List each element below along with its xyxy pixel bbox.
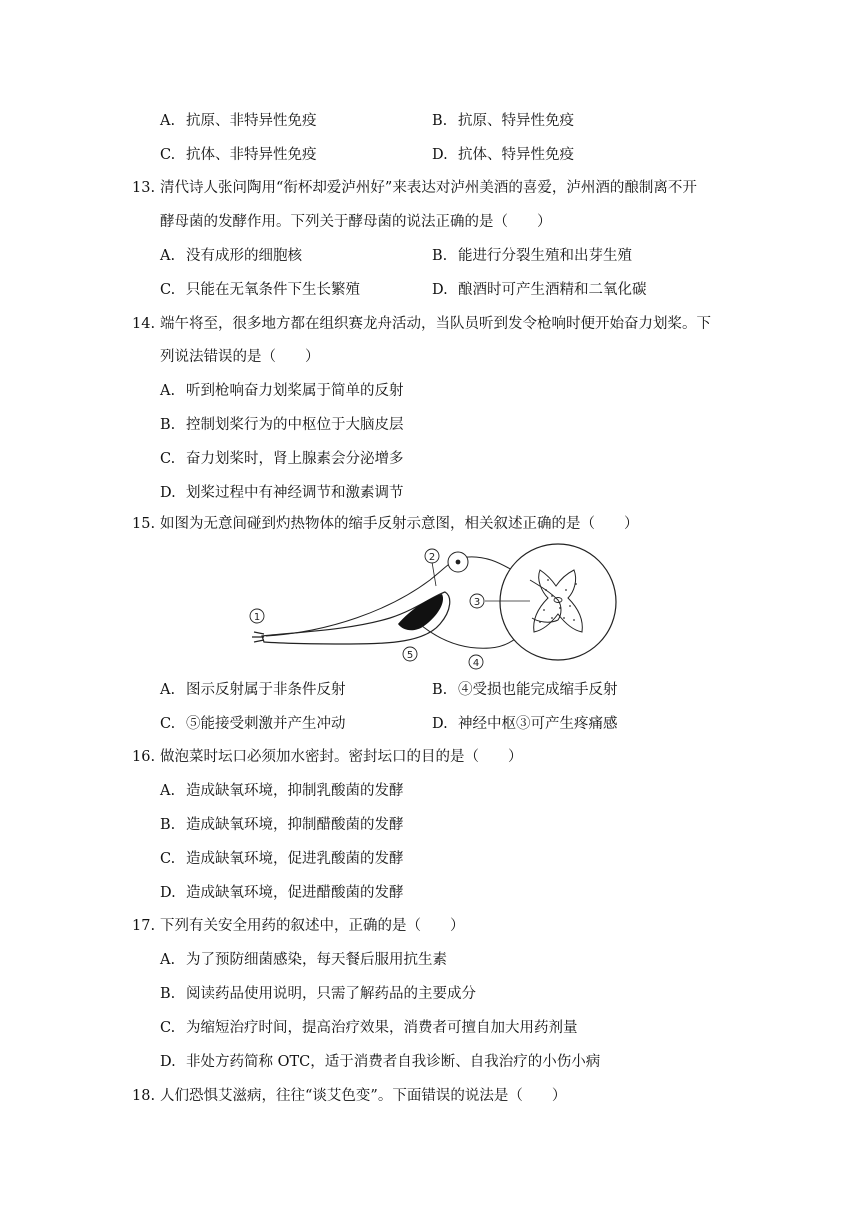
q18-number: 18. (132, 1088, 156, 1104)
q13-option-b: B. 能进行分裂生殖和出芽生殖 (432, 248, 632, 264)
q16-option-d: D. 造成缺氧环境，促进醋酸菌的发酵 (160, 885, 404, 901)
q12-option-c: C. 抗体、非特异性免疫 (160, 147, 317, 163)
label-4 (469, 655, 483, 669)
reflex-arc-diagram (240, 540, 620, 680)
hand-fingers (252, 632, 264, 642)
q16-option-a: A. 造成缺氧环境，抑制乳酸菌的发酵 (160, 783, 404, 799)
q17-option-b: B. 阅读药品使用说明，只需了解药品的主要成分 (160, 986, 476, 1002)
svg-text:3: 3 (473, 597, 481, 608)
svg-text:1: 1 (253, 612, 261, 623)
svg-text:2: 2 (428, 552, 436, 563)
q16-stem-line1: 做泡菜时坛口必须加水密封。密封坛口的目的是（ ） (160, 749, 523, 765)
q15-option-d: D. 神经中枢③可产生疼痛感 (432, 716, 618, 732)
label-1 (250, 609, 264, 623)
label-5 (403, 647, 417, 661)
q16-option-b: B. 造成缺氧环境，抑制醋酸菌的发酵 (160, 817, 404, 833)
q17-number: 17. (132, 918, 156, 934)
q14-option-b: B. 控制划桨行为的中枢位于大脑皮层 (160, 417, 404, 433)
q14-stem-line1: 端午将至，很多地方都在组织赛龙舟活动，当队员听到发令枪响时便开始奋力划桨。下 (160, 316, 711, 332)
q14-option-c: C. 奋力划桨时，肾上腺素会分泌增多 (160, 451, 404, 467)
q17-stem-line1: 下列有关安全用药的叙述中，正确的是（ ） (160, 918, 465, 934)
q14-option-a: A. 听到枪响奋力划桨属于简单的反射 (160, 383, 404, 399)
q15-option-b: B. ④受损也能完成缩手反射 (432, 682, 618, 698)
q14-option-d: D. 划桨过程中有神经调节和激素调节 (160, 485, 404, 501)
label-2 (425, 549, 439, 563)
q15-option-a: A. 图示反射属于非条件反射 (160, 682, 346, 698)
q12-option-b: B. 抗原、特异性免疫 (432, 113, 574, 129)
ganglion-dot (456, 560, 461, 565)
q17-option-a: A. 为了预防细菌感染，每天餐后服用抗生素 (160, 952, 447, 968)
q13-stem-line2: 酵母菌的发酵作用。下列关于酵母菌的说法正确的是（ ） (160, 214, 552, 230)
q17-option-c: C. 为缩短治疗时间，提高治疗效果，消费者可擅自加大用药剂量 (160, 1020, 578, 1036)
q13-option-d: D. 酿酒时可产生酒精和二氧化碳 (432, 282, 647, 298)
q16-number: 16. (132, 749, 156, 765)
q15-stem-line1: 如图为无意间碰到灼热物体的缩手反射示意图，相关叙述正确的是（ ） (160, 516, 639, 532)
q16-option-c: C. 造成缺氧环境，促进乳酸菌的发酵 (160, 851, 404, 867)
q13-option-a: A. 没有成形的细胞核 (160, 248, 302, 264)
q14-number: 14. (132, 316, 156, 332)
q13-number: 13. (132, 180, 156, 196)
q15-number: 15. (132, 516, 156, 532)
q17-option-d: D. 非处方药简称 OTC，适于消费者自我诊断、自我治疗的小伤小病 (160, 1054, 601, 1070)
q14-stem-line2: 列说法错误的是（ ） (160, 349, 320, 365)
q13-option-c: C. 只能在无氧条件下生长繁殖 (160, 282, 360, 298)
q15-option-c: C. ⑤能接受刺激并产生冲动 (160, 716, 346, 732)
q18-stem-line1: 人们恐惧艾滋病，往往“谈艾色变”。下面错误的说法是（ ） (160, 1088, 567, 1104)
q12-option-d: D. 抗体、特异性免疫 (432, 147, 574, 163)
q12-option-a: A. 抗原、非特异性免疫 (160, 113, 317, 129)
q13-stem-line1: 清代诗人张问陶用“衔杯却爱泸州好”来表达对泸州美酒的喜爱，泸州酒的酿制离不开 (160, 180, 697, 196)
label-3 (470, 594, 484, 608)
svg-text:4: 4 (472, 658, 480, 669)
label-2-pointer (432, 562, 436, 586)
svg-text:5: 5 (406, 650, 414, 661)
